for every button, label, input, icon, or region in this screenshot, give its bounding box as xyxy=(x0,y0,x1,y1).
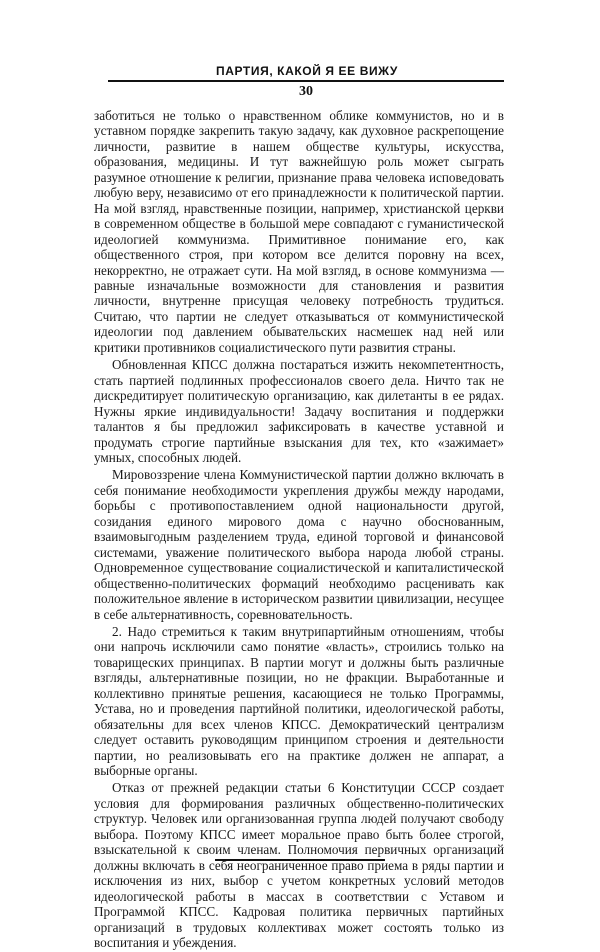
paragraph: 2. Надо стремиться к таким внутрипартийным отношениям, чтобы они напрочь исключили само понятие «власть», строились только на товарищеских принципах. В партии могут и должны быть различные взгляды, альтернативные позиции, но не фракции. Выработанные и коллективно принятые решения, касающиеся не только Программы, Устава, но и проведения партийной политики, идеологической работы, обязательны для всех членов КПСС. Демократический централизм следует оставить руководящим принципом строения и деятельности партии, но реализовывать его на практике должен не аппарат, а выборные органы. xyxy=(94,623,504,779)
paragraph: Отказ от прежней редакции статьи 6 Конституции СССР создает условия для формирования различных общественно-политических структур. Человек или организованная группа людей получают свободу выбора. Поэтому КПСС имеет моральное право быть более строгой, взыскательной к своим членам. Полномочия первичных организаций должны включать в себя неограниченное право приема в ряды партии и исключения из них, выбор с учетом конкретных условий методов идеологической работы в массах в соответствии с Уставом и Программой КПСС. Кадровая политика первичных партийных организаций в трудовых коллективах может состоять только из воспитания и убеждения. xyxy=(94,780,504,951)
paragraph-continued: заботиться не только о нравственном облике коммунистов, но и в уставном порядке закрепить такую задачу, как духовное раскрепощение личности, развитие в нашем обществе культуры, искусства, образования, медицины. И тут важнейшую роль может сыграть разумное отношение к религии, признание права человека исповедовать любую веру, независимо от его принадлежности к политической партии. На мой взгляд, нравственные позиции, например, христианской церкви в современном обществе в большой мере совпадают с гуманистической идеологией коммунизма. Примитивное понимание его, как общественного строя, при котором все делится поровну на всех, некорректно, не отражает сути. На мой взгляд, в основе коммунизма — равные изначальные возможности для становления и развития личности, внутренне присущая человеку потребность трудиться. Считаю, что партии не следует отказываться от коммунистической идеологии под давлением обывательских насмешек над ней или критики противников социалистического пути развития страны. xyxy=(94,108,504,355)
paragraph: Обновленная КПСС должна постараться изжить некомпетентность, стать партией подлинных профессионалов своего дела. Ничто так не дискредитирует политическую организацию, как дилетанты в ее рядах. Нужны яркие индивидуальности! Задачу воспитания и поддержки талантов я бы предложил зафиксировать в качестве уставной и продумать строгие партийные взыскания для тех, кто «зажимает» умных, способных людей. xyxy=(94,357,504,465)
page-number: 30 xyxy=(299,84,313,99)
footer-rule xyxy=(215,859,385,861)
header-rule xyxy=(108,80,504,82)
paragraph: Мировоззрение члена Коммунистической партии должно включать в себя понимание необходимости укрепления дружбы между народами, борьбы с противопоставлением одной национальности другой, созидания единого мирового дома с научно обоснованным, взаимовыгодным разделением труда, единой торговой и финансовой системами, уважение политического выбора народа любой страны. Одновременное существование социалистической и капиталистической общественно-политических формаций необходимо расценивать как положительное явление в историческом развитии цивилизации, несущее в себе альтернативность, соревновательность. xyxy=(94,467,504,622)
body-text xyxy=(94,108,504,952)
running-title: ПАРТИЯ, КАКОЙ Я ЕЕ ВИЖУ xyxy=(216,64,398,78)
